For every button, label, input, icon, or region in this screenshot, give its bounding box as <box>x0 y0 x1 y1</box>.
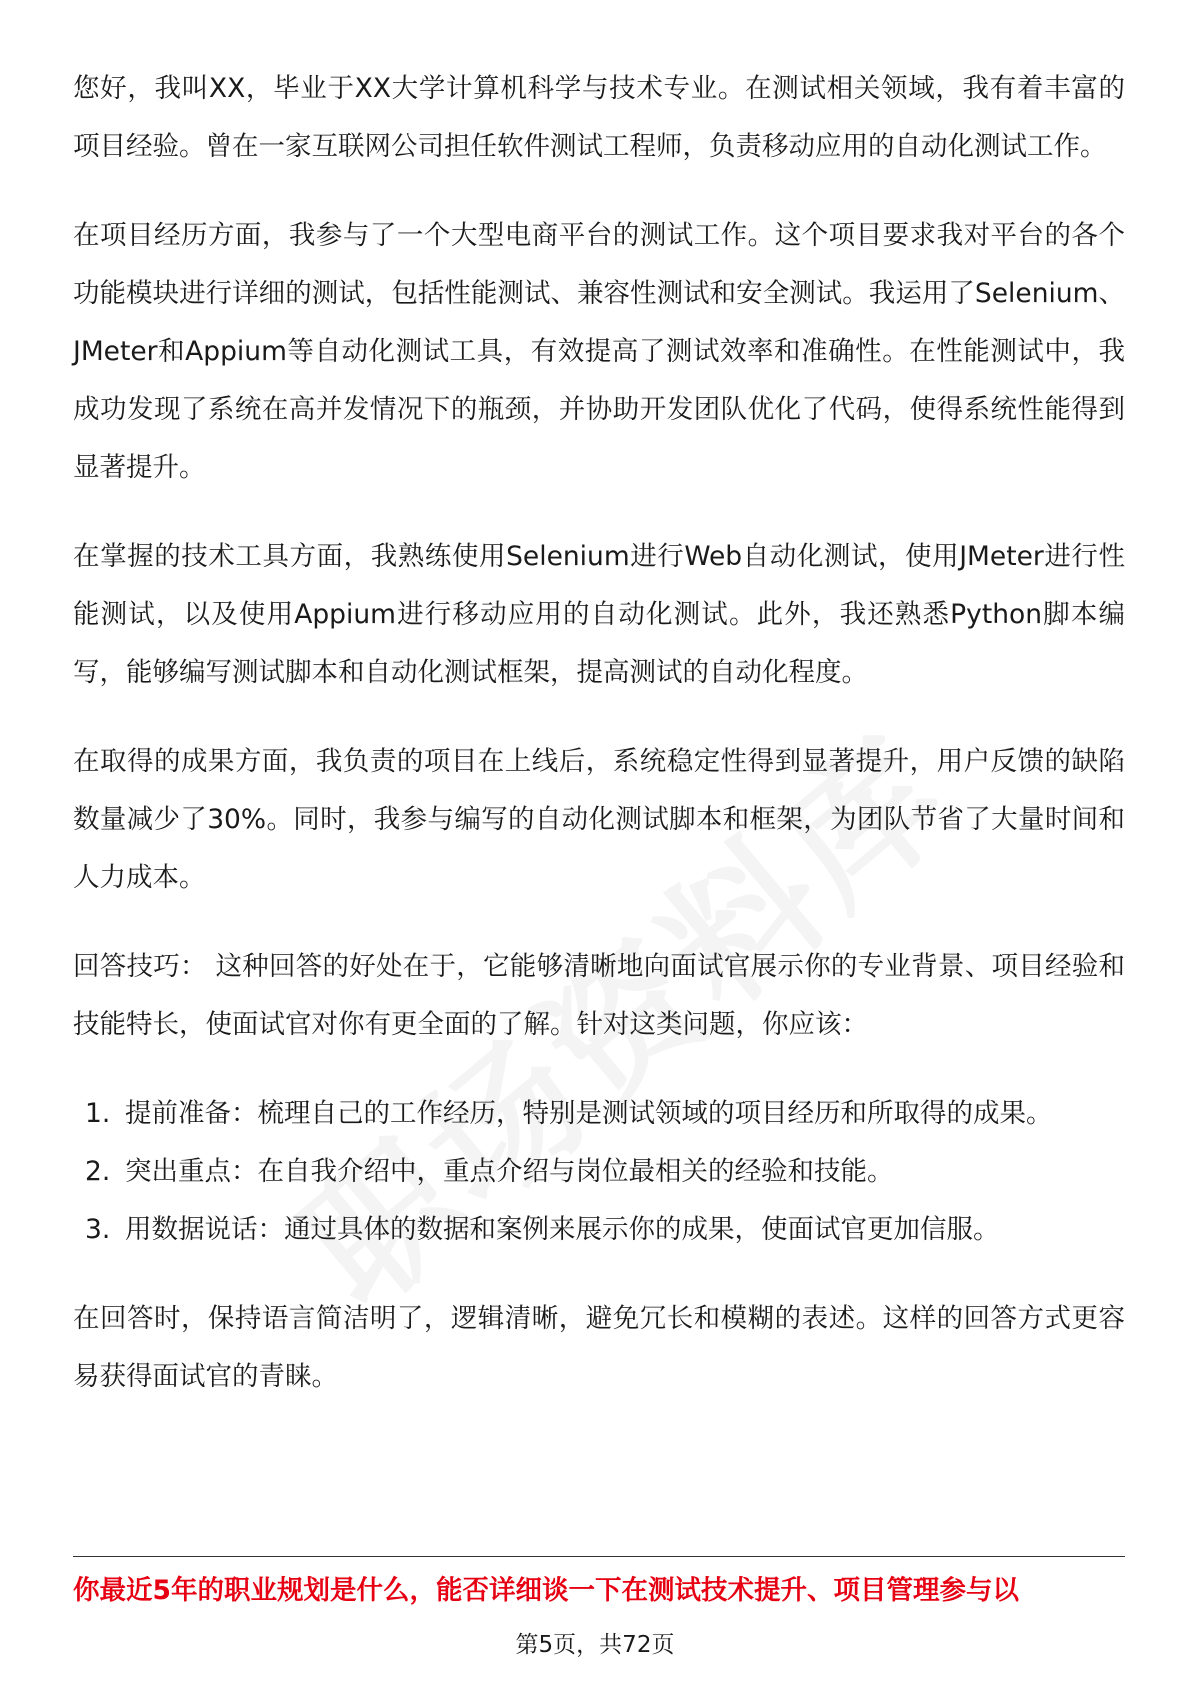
tips-intro-paragraph: 回答技巧： 这种回答的好处在于，它能够清晰地向面试官展示你的专业背景、项目经验和技能特长，使面试官对你有更全面的了解。针对这类问题，你应该： <box>73 951 1125 1040</box>
list-number: 1. <box>85 1098 111 1129</box>
list-item-text: 用数据说话：通过具体的数据和案例来展示你的成果，使面试官更加信服。 <box>125 1214 1000 1245</box>
list-number: 3. <box>85 1214 111 1245</box>
list-item-text: 提前准备：梳理自己的工作经历，特别是测试领域的项目经历和所取得的成果。 <box>125 1098 1053 1129</box>
tips-list <box>73 1085 1125 1259</box>
list-item <box>73 1085 1125 1143</box>
section-divider <box>73 1556 1125 1557</box>
results-paragraph: 在取得的成果方面，我负责的项目在上线后，系统稳定性得到显著提升，用户反馈的缺陷数量减少了30%。同时，我参与编写的自动化测试脚本和框架，为团队节省了大量时间和人力成本。 <box>73 746 1125 893</box>
list-number: 2. <box>85 1156 111 1187</box>
list-item <box>73 1143 1125 1201</box>
list-item <box>73 1201 1125 1259</box>
tools-paragraph: 在掌握的技术工具方面，我熟练使用Selenium进行Web自动化测试，使用JMeter进行性能测试，以及使用Appium进行移动应用的自动化测试。此外，我还熟悉Python脚本编写，能够编写测试脚本和自动化测试框架，提高测试的自动化程度。 <box>73 541 1125 688</box>
answer-content <box>73 60 1125 1437</box>
intro-paragraph: 您好，我叫XX，毕业于XX大学计算机科学与技术专业。在测试相关领域，我有着丰富的项目经验。曾在一家互联网公司担任软件测试工程师，负责移动应用的自动化测试工作。 <box>73 73 1125 162</box>
project-paragraph: 在项目经历方面，我参与了一个大型电商平台的测试工作。这个项目要求我对平台的各个功能模块进行详细的测试，包括性能测试、兼容性测试和安全测试。我运用了Selenium、JMeter和Appium等自动化测试工具，有效提高了测试效率和准确性。在性能测试中，我成功发现了系统在高并发情况下的瓶颈，并协助开发团队优化了代码，使得系统性能得到显著提升。 <box>73 220 1125 483</box>
closing-paragraph: 在回答时，保持语言简洁明了，逻辑清晰，避免冗长和模糊的表述。这样的回答方式更容易获得面试官的青睐。 <box>73 1303 1125 1392</box>
next-question-heading: 你最近5年的职业规划是什么，能否详细谈一下在测试技术提升、项目管理参与以 <box>73 1575 1019 1606</box>
list-item-text: 突出重点：在自我介绍中，重点介绍与岗位最相关的经验和技能。 <box>125 1156 894 1187</box>
page-footer: 第5页，共72页 <box>515 1632 675 1658</box>
